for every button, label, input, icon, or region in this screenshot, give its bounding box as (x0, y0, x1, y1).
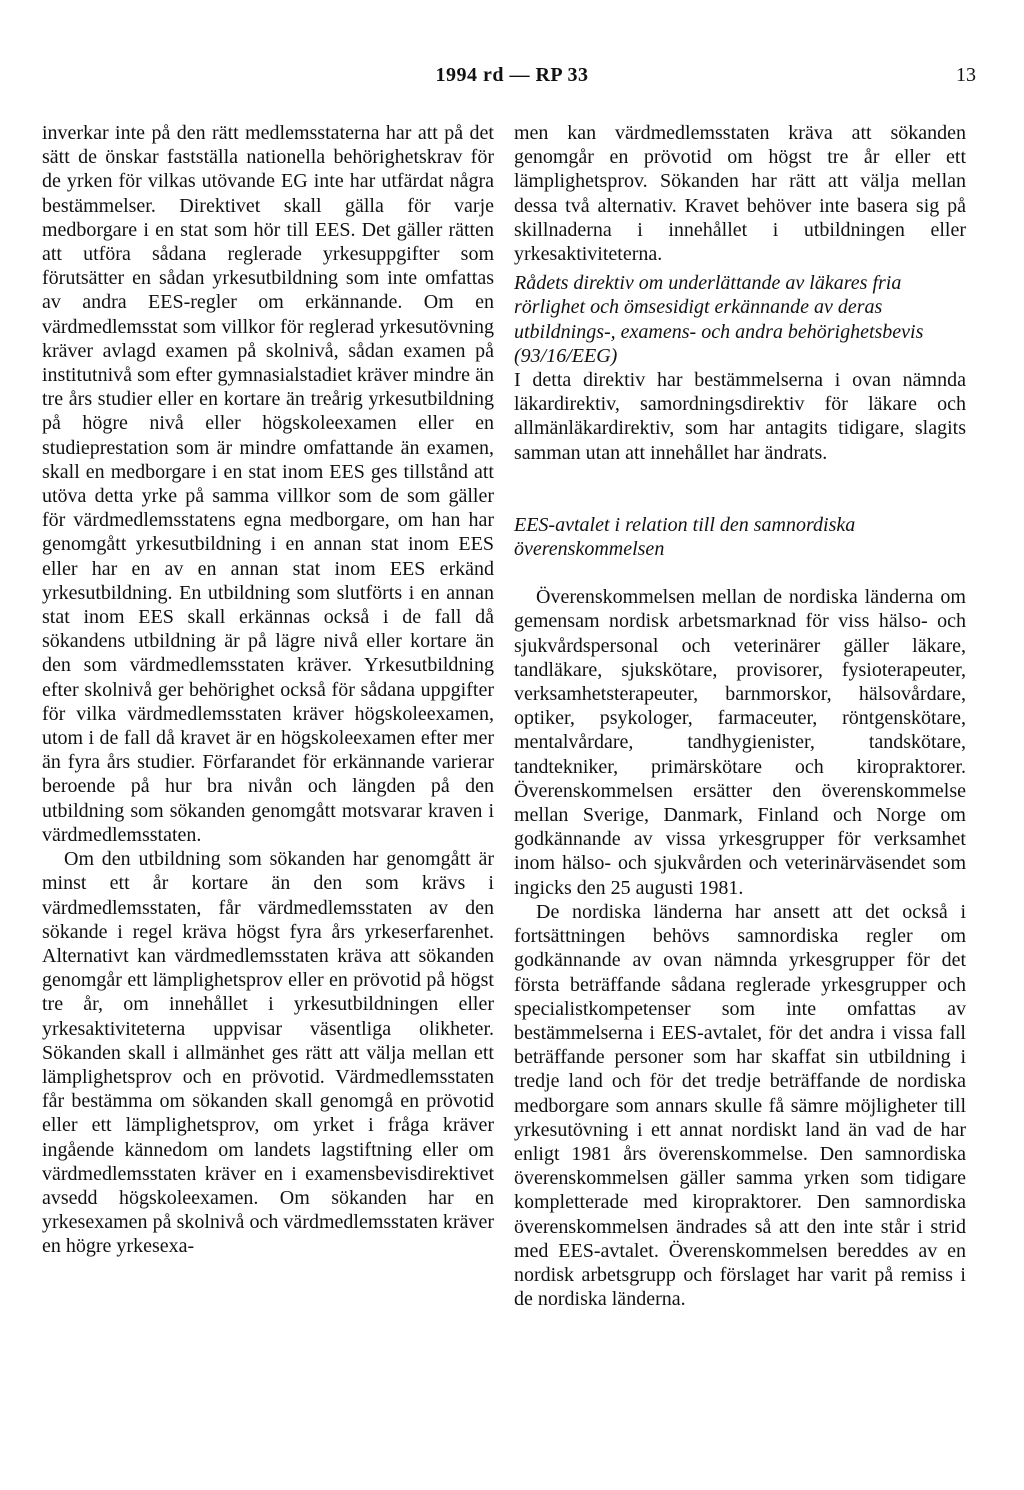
right-paragraph-1: men kan värdmedlemsstaten kräva att sökanden genomgår en prövotid om högst tre år eller ett lämplighetsprov. Sökanden har rätt att välja mellan dessa två alternativ. Kravet behöver inte basera sig på skillnaderna i innehållet i utbildningen eller yrkesaktiviteterna. (514, 122, 966, 266)
left-column (42, 121, 494, 1259)
left-paragraph-2: Om den utbildning som sökanden har genomgått är minst ett år kortare än den som krävs i värdmedlemsstaten, får värdmedlemsstaten av den sökande i regel kräva högst fyra års yrkeserfarenhet. Alternativt kan värdmedlemsstaten kräva att sökanden genomgår ett lämplighetsprov eller en prövotid på högst tre år, om innehållet i yrkesutbildningen eller yrkesaktiviteterna uppvisar väsentliga olikheter. Sökanden skall i allmänhet ges rätt att välja mellan ett lämplighetsprov och en prövotid. Värdmedlemsstaten får bestämma om sökanden skall genomgå en prövotid eller ett lämplighetsprov, om yrket i fråga kräver ingående kännedom om landets lagstiftning eller om värdmedlemsstaten kräver en i examensbevisdirektivet avsedd högskoleexamen. Om sökanden har en yrkesexamen på skolnivå och värdmedlemsstaten kräver en högre yrkesexa- (42, 848, 494, 1258)
right-paragraph-2: I detta direktiv har bestämmelserna i ovan nämnda läkardirektiv, samordningsdirektiv för läkare och allmänläkardirektiv, som har antagits tidigare, slagits samman utan att innehållet har ändrats. (514, 369, 966, 464)
right-paragraph-3: Överenskommelsen mellan de nordiska länderna om gemensam nordisk arbetsmarknad för viss hälso- och sjukvårdspersonal och veterinärer gäller läkare, tandläkare, sjukskötare, provisorer, fysioterapeuter, verksamhetsterapeuter, barnmorskor, hälsovårdare, optiker, psykologer, farmaceuter, röntgenskötare, mentalvårdare, tandhygienister, tandskötare, tandtekniker, primärskötare och kiropraktorer. Överenskommelsen ersätter den överenskommelse mellan Sverige, Danmark, Finland och Norge om godkännande av vissa yrkesgrupper för verksamhet inom hälso- och sjukvården och veterinärväsendet som ingicks den 25 augusti 1981. (514, 586, 966, 899)
left-paragraph-1: inverkar inte på den rätt medlemsstaterna har att på det sätt de önskar fastställa nationella behörighetskrav för de yrken för vilkas utövande EG inte har utfärdat några bestämmelser. Direktivet skall gälla för varje medborgare i en stat som hör till EES. Det gäller rätten att utföra sådana reglerade yrkesuppgifter som förutsätter en sådan yrkesutbildning som inte omfattas av andra EES-regler om erkännande. Om en värdmedlemsstat som villkor för reglerad yrkesutövning kräver avlagd examen på skolnivå, sådan examen på institutnivå som efter gymnasialstadiet kräver mindre än tre års studier eller en kortare än treårig yrkesutbildning på högre nivå eller högskoleexamen eller en studieprestation som är mindre omfattande än examen, skall en medborgare i en stat inom EES ges tillstånd att utöva detta yrke på samma villkor som de som gäller för värdmedlemsstatens egna medborgare, om han har genomgått yrkesutbildning i en annan stat inom EES eller har en av en annan stat inom EES erkänd yrkesutbildning. En utbildning som slutförts i en annan stat inom EES skall erkännas också i de fall då sökandens utbildning är på lägre nivå eller kortare än den som värdmedlemsstaten kräver. Yrkesutbildning efter skolnivå ger behörighet också för sådana uppgifter för vilka värdmedlemsstaten kräver högskoleexamen, utom i de fall då kravet är en högskoleexamen efter mer än fyra års studier. Förfarandet för erkännande varierar beroende på hur bra nivån och längden på den utbildning som sökanden genomgått motsvarar kraven i värdmedlemsstaten. (42, 122, 494, 846)
right-column (514, 121, 966, 1311)
directive-title: Rådets direktiv om underlättande av läkares fria rörlighet och ömsesidigt erkännande av deras utbildnings-, examens- och andra behörighetsbevis (93/16/EEG) (514, 272, 924, 367)
right-paragraph-4: De nordiska länderna har ansett att det också i fortsättningen behövs samnordiska regler om godkännande av ovan nämnda yrkesgrupper för det första beträffande sådana reglerade yrkesgrupper och specialistkompetenser som inte omfattas av bestämmelserna i EES-avtalet, för det andra i vissa fall beträffande personer som har skaffat sin utbildning i tredje land och för det tredje beträffande de nordiska medborgare som annars skulle få sämre möjligheter till yrkesutövning i ett annat nordiskt land än vad de har enligt 1981 års överenskommelse. Den samnordiska överenskommelsen gäller samma yrken som tidigare kompletterade med kiropraktorer. Den samnordiska överenskommelsen ändrades så att den inte står i strid med EES-avtalet. Överenskommelsen bereddes av en nordisk arbetsgrupp och förslaget har varit på remiss i de nordiska länderna. (514, 900, 966, 1311)
page-number: 13 (956, 64, 976, 86)
section-heading: EES-avtalet i relation till den samnordiska överenskommelsen (514, 513, 856, 561)
running-header: 1994 rd — RP 33 (435, 64, 589, 86)
